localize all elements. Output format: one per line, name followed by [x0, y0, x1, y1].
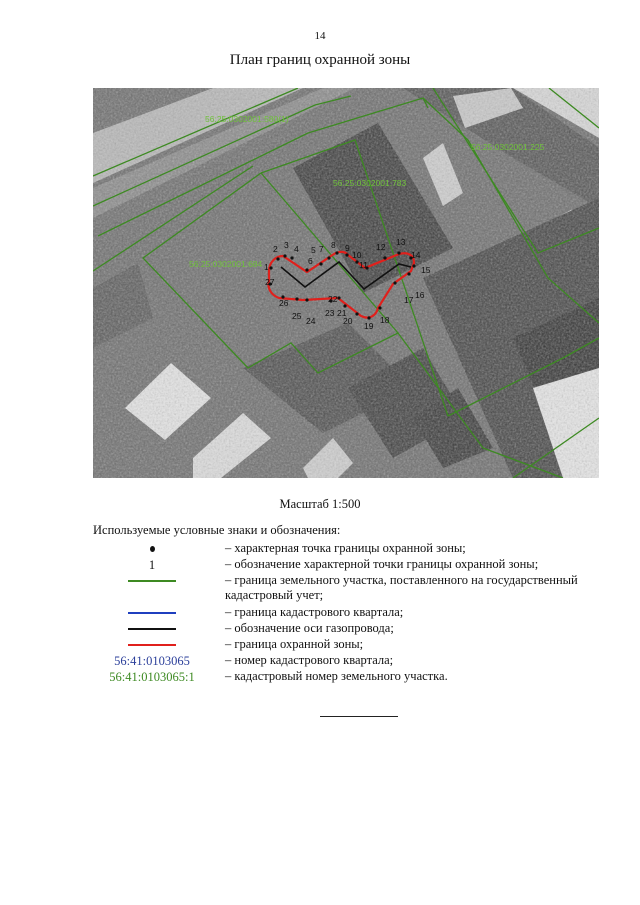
map-scale: Масштаб 1:500 [279, 497, 361, 511]
parcel-label: 56:25:0302001:684 [189, 259, 263, 269]
plan-title: План границ охранной зоны [229, 52, 411, 68]
point-label: 6 [308, 256, 313, 266]
point-label: 12 [376, 242, 386, 252]
legend-description: – кадастровый номер земельного участка. [225, 669, 448, 683]
legend-item-point-marker [93, 541, 613, 557]
point-dot-icon [150, 546, 155, 552]
point-number-symbol: 1 [148, 557, 156, 572]
point-label: 4 [294, 244, 299, 254]
point-label: 14 [411, 250, 421, 260]
page-number: 14 [314, 30, 326, 42]
quarter-number-sample: 56:41:0103065 [114, 653, 190, 668]
legend-item-parcel-number [93, 669, 613, 685]
legend-item-zone-boundary [93, 637, 613, 653]
point-label: 23 [325, 308, 335, 318]
legend-description: – обозначение оси газопровода; [225, 621, 394, 635]
point-label: 25 [292, 311, 302, 321]
legend-item-point-number [93, 557, 613, 573]
black-line-icon [128, 628, 176, 630]
point-label: 11 [359, 260, 368, 270]
point-label: 7 [319, 244, 324, 254]
point-label: 16 [415, 290, 425, 300]
point-label: 27 [265, 277, 275, 287]
point-label: 9 [345, 243, 350, 253]
point-label: 19 [364, 321, 374, 331]
point-label: 8 [331, 240, 336, 250]
point-label: 18 [380, 315, 390, 325]
parcel-label: 56:25:0302001:580(1) [205, 114, 289, 124]
point-label: 22 [328, 294, 338, 304]
point-label: 1 [264, 262, 269, 272]
point-label: 10 [352, 250, 362, 260]
legend-description: – граница кадастрового квартала; [225, 605, 404, 619]
point-label: 15 [421, 265, 431, 275]
green-line-icon [128, 580, 176, 582]
red-line-icon [128, 644, 176, 646]
legend-item-quarter-boundary [93, 605, 613, 621]
legend-item-quarter-number [93, 653, 613, 669]
protection-zone-map[interactable] [93, 88, 599, 478]
legend-description: – обозначение характерной точки границы охранной зоны; [225, 557, 539, 571]
point-label: 13 [396, 237, 406, 247]
footer-divider [320, 716, 398, 717]
point-label: 17 [404, 295, 414, 305]
parcel-number-sample: 56:41:0103065:1 [109, 669, 195, 684]
point-label: 20 [343, 316, 353, 326]
legend-description: – граница охранной зоны; [225, 637, 364, 651]
legend-description: – граница земельного участка, поставленного на государственный кадастровый учет; [225, 573, 578, 602]
point-label: 5 [311, 245, 316, 255]
legend-description: – характерная точка границы охранной зоны; [225, 541, 466, 555]
legend-item-pipeline-axis [93, 621, 613, 637]
point-label: 21 [337, 308, 347, 318]
legend-item-parcel-boundary [93, 573, 613, 605]
point-label: 2 [273, 244, 278, 254]
parcel-label: 56:25:0302001:225 [471, 142, 545, 152]
legend-description: – номер кадастрового квартала; [225, 653, 394, 667]
parcel-label: 56:25:0302001:783 [333, 178, 407, 188]
point-label: 3 [284, 240, 289, 250]
legend-heading: Используемые условные знаки и обозначения: [93, 523, 341, 537]
point-label: 24 [306, 316, 316, 326]
point-label: 26 [279, 298, 289, 308]
blue-line-icon [128, 612, 176, 614]
